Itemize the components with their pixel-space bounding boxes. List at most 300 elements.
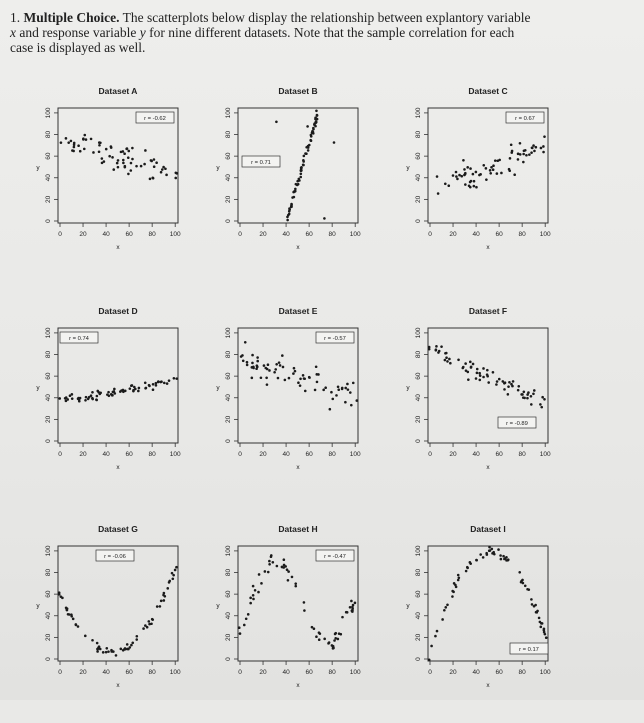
x-axis-label: x <box>116 244 120 251</box>
y-tick-label: 80 <box>45 568 52 577</box>
data-point <box>469 181 472 184</box>
data-point <box>487 381 490 384</box>
data-point <box>475 186 478 189</box>
plot-frame <box>58 108 178 223</box>
data-point <box>315 110 318 113</box>
x-axis-label: x <box>296 244 300 251</box>
correlation-label: r = 0.74 <box>69 336 89 342</box>
data-point <box>535 146 538 149</box>
y-tick-label: 40 <box>415 174 422 182</box>
data-point <box>171 577 174 580</box>
data-point <box>508 381 511 384</box>
data-point <box>482 556 485 559</box>
data-point <box>446 603 449 606</box>
correlation-label: r = -0.89 <box>506 421 528 427</box>
data-point <box>293 367 296 370</box>
scatterplot-svg <box>30 300 230 500</box>
y-tick-label: 0 <box>45 657 52 661</box>
y-tick-label: 60 <box>45 372 52 380</box>
data-point <box>341 616 344 619</box>
y-tick-label: 0 <box>415 439 422 443</box>
data-point <box>300 169 303 172</box>
data-point <box>543 631 546 634</box>
y-tick-label: 0 <box>45 439 52 443</box>
data-point <box>276 565 279 568</box>
data-point <box>533 389 536 392</box>
y-axis-label: y <box>36 384 40 392</box>
data-point <box>151 618 154 621</box>
data-point <box>352 604 355 607</box>
data-point <box>153 165 156 168</box>
data-point <box>344 387 347 390</box>
scatterplot-panel-6 <box>400 300 600 500</box>
data-point <box>488 546 491 549</box>
x-tick-label: 80 <box>328 669 336 676</box>
x-tick-label: 60 <box>305 451 313 458</box>
data-point <box>540 147 543 150</box>
data-point <box>495 383 498 386</box>
data-point <box>527 391 530 394</box>
data-point <box>331 398 334 401</box>
y-tick-label: 0 <box>415 657 422 661</box>
data-point <box>473 180 476 183</box>
y-tick-label: 100 <box>415 545 422 557</box>
data-point <box>58 397 61 400</box>
data-point <box>457 579 460 582</box>
data-point <box>455 171 458 174</box>
data-point <box>485 167 488 170</box>
y-tick-label: 40 <box>415 612 422 620</box>
data-point <box>479 173 482 176</box>
correlation-label: r = -0.47 <box>324 554 346 560</box>
data-point <box>534 604 537 607</box>
data-point <box>504 381 507 384</box>
data-point <box>130 644 133 647</box>
data-point <box>249 602 252 605</box>
data-point <box>531 603 534 606</box>
data-point <box>134 388 137 391</box>
scatterplot-svg <box>210 80 410 280</box>
data-point <box>256 364 259 367</box>
data-point <box>436 630 439 633</box>
data-point <box>522 582 525 585</box>
data-point <box>457 358 460 361</box>
data-point <box>168 580 171 583</box>
data-point <box>488 549 491 552</box>
data-point <box>540 406 543 409</box>
x-tick-label: 60 <box>305 231 313 238</box>
data-point <box>510 383 513 386</box>
data-point <box>153 158 156 161</box>
data-point <box>67 613 70 616</box>
data-point <box>246 361 249 364</box>
data-point <box>135 638 138 641</box>
y-tick-label: 20 <box>45 415 52 423</box>
data-point <box>102 651 105 654</box>
data-point <box>162 594 165 597</box>
y-tick-label: 80 <box>225 568 232 577</box>
y-tick-label: 0 <box>225 219 232 223</box>
data-point <box>430 645 433 648</box>
y-tick-label: 40 <box>45 394 52 402</box>
y-tick-label: 20 <box>415 415 422 423</box>
data-point <box>525 154 528 157</box>
data-point <box>78 400 81 403</box>
data-point <box>258 573 261 576</box>
data-point <box>251 354 254 357</box>
data-point <box>522 153 525 156</box>
data-point <box>105 647 108 650</box>
data-point <box>297 178 300 181</box>
data-point <box>482 367 485 370</box>
data-point <box>267 363 270 366</box>
data-point <box>127 150 130 153</box>
chart-title: Dataset D <box>98 306 138 316</box>
x-tick-label: 60 <box>495 231 503 238</box>
data-point <box>337 388 340 391</box>
data-point <box>266 383 269 386</box>
question-text <box>10 10 635 55</box>
data-point <box>476 368 479 371</box>
data-point <box>479 553 482 556</box>
data-point <box>172 574 175 577</box>
data-point <box>330 391 333 394</box>
data-point <box>129 169 132 172</box>
data-point <box>166 587 169 590</box>
data-point <box>508 169 511 172</box>
data-point <box>60 141 63 144</box>
data-point <box>510 143 513 146</box>
data-point <box>91 391 94 394</box>
data-point <box>323 638 326 641</box>
data-point <box>428 348 431 351</box>
data-point <box>501 380 504 383</box>
data-point <box>288 213 291 216</box>
x-tick-label: 60 <box>495 669 503 676</box>
data-point <box>122 162 125 165</box>
data-point <box>135 165 138 168</box>
data-point <box>466 566 469 569</box>
data-point <box>67 141 70 144</box>
data-point <box>96 395 99 398</box>
data-point <box>107 391 110 394</box>
data-point <box>110 650 113 653</box>
data-point <box>451 590 454 593</box>
data-point <box>71 393 74 396</box>
data-point <box>473 185 476 188</box>
data-point <box>283 564 286 567</box>
question-title: Multiple Choice. <box>23 10 120 25</box>
data-point <box>130 384 133 387</box>
data-point <box>131 147 134 150</box>
correlation-label: r = -0.06 <box>104 554 126 560</box>
question-number: 1. <box>10 10 21 25</box>
data-point <box>354 602 357 605</box>
data-point <box>462 159 465 162</box>
data-point <box>303 377 306 380</box>
data-point <box>468 185 471 188</box>
data-point <box>297 381 300 384</box>
x-tick-label: 0 <box>238 231 242 238</box>
data-point <box>277 377 280 380</box>
data-point <box>61 597 64 600</box>
data-point <box>507 385 510 388</box>
data-point <box>351 610 354 613</box>
data-point <box>316 381 319 384</box>
x-tick-label: 100 <box>539 669 551 676</box>
data-point <box>349 391 352 394</box>
data-point <box>478 379 481 382</box>
x-tick-label: 40 <box>102 231 110 238</box>
data-point <box>122 159 125 162</box>
data-point <box>150 159 153 162</box>
data-point <box>315 373 318 376</box>
data-point <box>524 584 527 587</box>
data-point <box>315 365 318 368</box>
data-point <box>243 624 246 627</box>
data-point <box>72 618 75 621</box>
data-point <box>150 622 153 625</box>
x-tick-label: 40 <box>472 669 480 676</box>
plot-frame <box>238 328 358 443</box>
x-axis-label: x <box>296 682 300 689</box>
data-point <box>131 641 134 644</box>
data-point <box>532 392 535 395</box>
data-point <box>256 360 259 363</box>
data-point <box>77 625 80 628</box>
scatterplot-panel-1 <box>30 80 230 280</box>
scatterplot-panel-7 <box>30 518 230 718</box>
data-point <box>83 134 86 137</box>
data-point <box>341 387 344 390</box>
y-axis-label: y <box>216 602 220 610</box>
data-point <box>455 586 458 589</box>
data-point <box>318 638 321 641</box>
data-point <box>464 172 467 175</box>
y-tick-label: 100 <box>225 327 232 339</box>
data-point <box>160 600 163 603</box>
data-point <box>310 135 313 138</box>
x-tick-label: 100 <box>539 451 551 458</box>
y-tick-label: 100 <box>45 327 52 339</box>
data-point <box>304 390 307 393</box>
data-point <box>251 377 254 380</box>
data-point <box>73 146 76 149</box>
data-point <box>279 364 282 367</box>
data-point <box>96 390 99 393</box>
x-tick-label: 100 <box>349 231 361 238</box>
data-point <box>143 163 146 166</box>
y-axis-label: y <box>216 384 220 392</box>
x-tick-label: 20 <box>79 669 87 676</box>
data-point <box>303 609 306 612</box>
data-point <box>313 123 316 126</box>
data-point <box>469 562 472 565</box>
data-point <box>517 389 520 392</box>
data-point <box>98 645 101 648</box>
data-point <box>504 557 507 560</box>
data-point <box>513 173 516 176</box>
data-point <box>314 389 317 392</box>
data-point <box>130 162 133 165</box>
data-point <box>264 570 267 573</box>
data-point <box>486 369 489 372</box>
data-point <box>257 591 260 594</box>
x-tick-label: 0 <box>428 451 432 458</box>
var-y: y <box>139 25 146 40</box>
data-point <box>91 639 94 642</box>
data-point <box>347 388 350 391</box>
data-point <box>266 368 269 371</box>
data-point <box>464 183 467 186</box>
data-point <box>309 139 312 142</box>
data-point <box>160 171 163 174</box>
data-point <box>77 144 80 147</box>
data-point <box>443 609 446 612</box>
data-point <box>438 350 441 353</box>
data-point <box>500 558 503 561</box>
data-point <box>302 374 305 377</box>
data-point <box>543 628 546 631</box>
x-tick-label: 40 <box>282 451 290 458</box>
chart-title: Dataset B <box>278 86 318 96</box>
x-tick-label: 80 <box>148 451 156 458</box>
y-tick-label: 20 <box>415 195 422 203</box>
data-point <box>173 377 176 380</box>
y-tick-label: 80 <box>45 130 52 139</box>
data-point <box>240 355 243 358</box>
x-tick-label: 0 <box>58 669 62 676</box>
data-point <box>105 148 108 151</box>
data-point <box>304 152 307 155</box>
data-point <box>356 399 359 402</box>
data-point <box>469 361 472 364</box>
data-point <box>485 552 488 555</box>
scatterplot-panel-2 <box>210 80 410 280</box>
y-tick-label: 60 <box>225 152 232 160</box>
data-point <box>252 598 255 601</box>
data-point <box>244 341 247 344</box>
data-point <box>533 150 536 153</box>
data-point <box>479 374 482 377</box>
plot-frame <box>428 108 548 223</box>
data-point <box>161 168 164 171</box>
data-point <box>98 150 101 153</box>
data-point <box>531 146 534 149</box>
data-point <box>120 648 123 651</box>
y-tick-label: 100 <box>225 545 232 557</box>
data-point <box>282 366 285 369</box>
data-point <box>176 172 179 175</box>
data-point <box>65 400 68 403</box>
x-tick-label: 20 <box>449 451 457 458</box>
y-tick-label: 60 <box>225 590 232 598</box>
data-point <box>292 372 295 375</box>
x-tick-label: 100 <box>349 451 361 458</box>
data-point <box>350 600 353 603</box>
x-tick-label: 20 <box>259 451 267 458</box>
data-point <box>288 377 291 380</box>
data-point <box>273 371 276 374</box>
data-point <box>494 159 497 162</box>
data-point <box>251 362 254 365</box>
data-point <box>83 148 86 151</box>
data-point <box>163 599 166 602</box>
y-tick-label: 20 <box>225 633 232 641</box>
y-tick-label: 20 <box>225 415 232 423</box>
data-point <box>174 569 177 572</box>
data-point <box>281 566 284 569</box>
data-point <box>493 553 496 556</box>
data-point <box>313 627 316 630</box>
x-axis-label: x <box>296 464 300 471</box>
data-point <box>445 356 448 359</box>
data-point <box>435 345 438 348</box>
data-point <box>428 659 431 662</box>
x-tick-label: 100 <box>169 231 181 238</box>
x-tick-label: 20 <box>259 669 267 676</box>
data-point <box>299 384 302 387</box>
data-point <box>469 167 472 170</box>
data-point <box>523 149 526 152</box>
data-point <box>252 585 255 588</box>
data-point <box>105 651 108 654</box>
data-point <box>496 380 499 383</box>
data-point <box>112 168 115 171</box>
data-point <box>455 175 458 178</box>
data-point <box>132 390 135 393</box>
data-point <box>519 142 522 145</box>
data-point <box>458 174 461 177</box>
x-tick-label: 0 <box>58 231 62 238</box>
data-point <box>96 642 99 645</box>
data-point <box>315 635 318 638</box>
x-tick-label: 20 <box>79 451 87 458</box>
data-point <box>284 379 287 382</box>
data-point <box>447 184 450 187</box>
y-axis-label: y <box>406 602 410 610</box>
x-tick-label: 100 <box>169 451 181 458</box>
data-point <box>268 560 271 563</box>
data-point <box>77 397 80 400</box>
data-point <box>171 572 174 575</box>
data-point <box>111 394 114 397</box>
chart-title: Dataset H <box>278 524 318 534</box>
x-tick-label: 80 <box>518 451 526 458</box>
correlation-label: r = -0.57 <box>324 336 346 342</box>
y-tick-label: 20 <box>415 633 422 641</box>
data-point <box>58 591 61 594</box>
data-point <box>543 398 546 401</box>
data-point <box>500 172 503 175</box>
chart-title: Dataset I <box>470 524 506 534</box>
data-point <box>507 559 510 562</box>
x-tick-label: 0 <box>428 669 432 676</box>
data-point <box>265 376 268 379</box>
chart-title: Dataset E <box>278 306 318 316</box>
data-point <box>117 159 120 162</box>
scatterplot-panel-3 <box>400 80 600 280</box>
data-point <box>532 144 535 147</box>
data-point <box>112 391 115 394</box>
x-tick-label: 40 <box>102 451 110 458</box>
plot-frame <box>58 546 178 661</box>
data-point <box>137 390 140 393</box>
data-point <box>485 178 488 181</box>
y-tick-label: 0 <box>45 219 52 223</box>
x-tick-label: 20 <box>449 669 457 676</box>
data-point <box>323 217 326 220</box>
